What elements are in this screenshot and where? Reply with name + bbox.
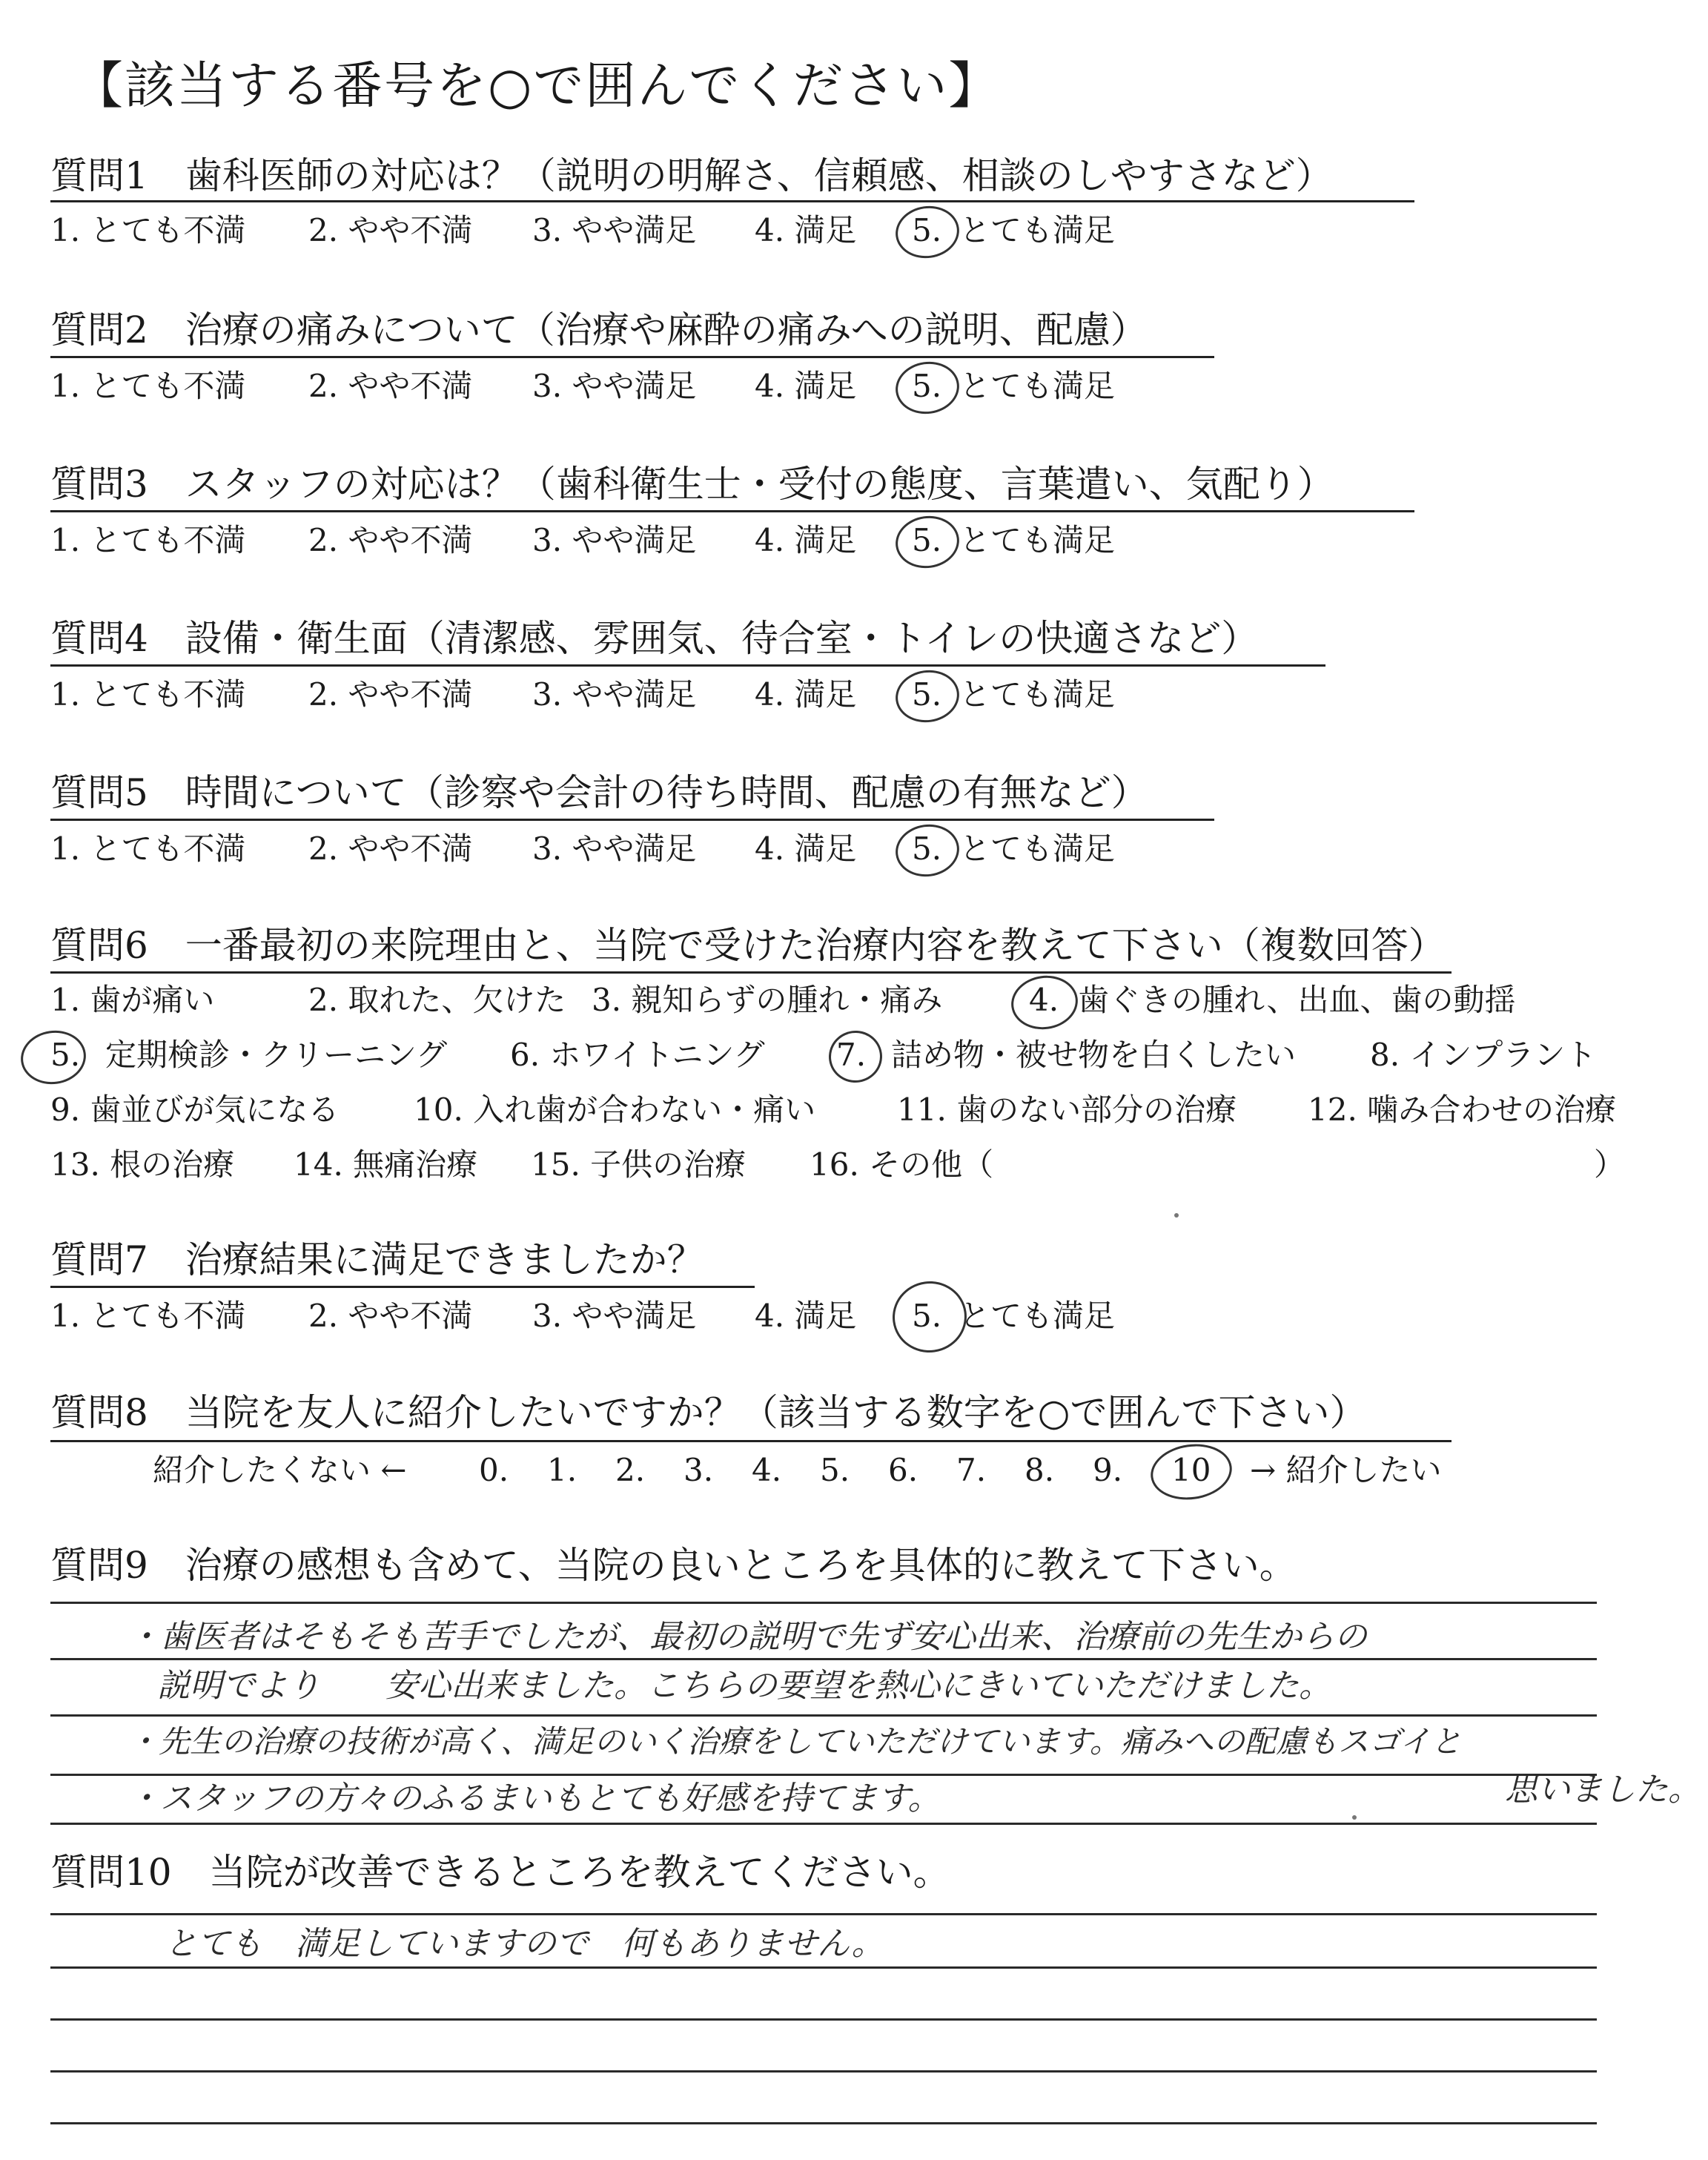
option-2[interactable]: 2. やや不満	[308, 830, 473, 867]
selection-circle	[17, 1026, 89, 1089]
option-5-selected[interactable]: 5.	[912, 212, 942, 248]
option-12[interactable]: 12. 噛み合わせの治療	[1308, 1091, 1617, 1128]
option-5-selected[interactable]: 5.	[912, 1298, 942, 1334]
scale-8[interactable]: 8.	[1025, 1452, 1055, 1488]
option-6[interactable]: 6. ホワイトニング	[510, 1037, 765, 1073]
question-8-underline	[50, 1440, 1452, 1442]
option-5-label: とても満足	[959, 368, 1116, 404]
option-1[interactable]: 1. とても不満	[50, 522, 246, 558]
answer-line	[50, 1602, 1597, 1604]
instruction-header: 【該当する番号を○で囲んでください】	[73, 57, 1001, 116]
selection-circle	[1147, 1439, 1235, 1505]
option-5-selected[interactable]: 5.	[912, 522, 942, 558]
selection-circle	[1007, 971, 1081, 1034]
selection-circle	[893, 666, 963, 726]
question-5-title: 質問5 時間について（診察や会計の待ち時間、配慮の有無など）	[50, 771, 1148, 814]
option-2[interactable]: 2. やや不満	[308, 368, 473, 404]
option-5-selected[interactable]: 5.	[912, 830, 942, 867]
scale-10-selected[interactable]: 10	[1171, 1452, 1211, 1488]
question-4-underline	[50, 664, 1325, 667]
selection-circle	[893, 512, 963, 572]
option-13[interactable]: 13. 根の治療	[50, 1146, 235, 1183]
question-10-title: 質問10 当院が改善できるところを教えてください。	[50, 1851, 950, 1894]
handwritten-answer: とても 満足していますので 何もありません。	[165, 1925, 884, 1963]
scale-4[interactable]: 4.	[752, 1452, 782, 1488]
option-1[interactable]: 1. とても不満	[50, 676, 246, 713]
question-1-title: 質問1 歯科医師の対応は？（説明の明解さ、信頼感、相談のしやすさなど）	[50, 154, 1333, 197]
option-2[interactable]: 2. やや不満	[308, 212, 473, 248]
option-5-label: とても満足	[959, 676, 1116, 713]
option-2[interactable]: 2. やや不満	[308, 522, 473, 558]
handwritten-answer-line-5: 思いました。	[1505, 1771, 1701, 1809]
scale-2[interactable]: 2.	[615, 1452, 646, 1488]
answer-line	[50, 1658, 1597, 1660]
answer-line	[50, 2018, 1597, 2021]
option-8[interactable]: 8. インプラント	[1370, 1037, 1597, 1073]
option-5-label: とても満足	[959, 212, 1116, 248]
option-16[interactable]: 16. その他（	[810, 1146, 994, 1183]
scale-6[interactable]: 6.	[888, 1452, 918, 1488]
option-15[interactable]: 15. 子供の治療	[531, 1146, 747, 1183]
option-4-selected[interactable]: 4.	[1029, 982, 1059, 1018]
scale-7[interactable]: 7.	[956, 1452, 987, 1488]
option-4[interactable]: 4. 満足	[755, 522, 857, 558]
option-1[interactable]: 1. 歯が痛い	[50, 982, 215, 1018]
option-1[interactable]: 1. とても不満	[50, 1298, 246, 1334]
option-3[interactable]: 3. やや満足	[532, 1298, 697, 1334]
question-6-underline	[50, 971, 1452, 974]
answer-line	[50, 1823, 1597, 1825]
option-16-close: ）	[1594, 1146, 1626, 1183]
option-11[interactable]: 11. 歯のない部分の治療	[897, 1091, 1237, 1128]
question-7-title: 質問7 治療結果に満足できましたか？	[50, 1238, 704, 1281]
option-4[interactable]: 4. 満足	[755, 830, 857, 867]
handwritten-answer-line-2: 説明でより 安心出来ました。こちらの要望を熱心にきいていただけました。	[157, 1667, 1331, 1705]
option-5-label: とても満足	[959, 830, 1116, 867]
selection-circle	[888, 1277, 971, 1358]
answer-line	[50, 1966, 1597, 1969]
option-14[interactable]: 14. 無痛治療	[294, 1146, 478, 1183]
scale-0[interactable]: 0.	[479, 1452, 509, 1488]
selection-circle	[893, 202, 963, 262]
selection-circle	[893, 357, 963, 417]
option-3[interactable]: 3. やや満足	[532, 522, 697, 558]
answer-line	[50, 1913, 1597, 1915]
question-5-underline	[50, 819, 1214, 821]
option-5-label: とても満足	[959, 1298, 1116, 1334]
question-7-underline	[50, 1286, 755, 1288]
option-4[interactable]: 4. 満足	[755, 1298, 857, 1334]
option-3[interactable]: 3. やや満足	[532, 212, 697, 248]
option-7-label: 詰め物・被せ物を白くしたい	[891, 1037, 1297, 1073]
option-3[interactable]: 3. 親知らずの腫れ・痛み	[592, 982, 943, 1018]
question-4-title: 質問4 設備・衛生面（清潔感、雰囲気、待合室・トイレの快適さなど）	[50, 617, 1259, 660]
stray-mark	[1174, 1213, 1179, 1218]
question-2-title: 質問2 治療の痛みについて（治療や麻酔の痛みへの説明、配慮）	[50, 308, 1148, 351]
scale-5[interactable]: 5.	[820, 1452, 850, 1488]
selection-circle	[825, 1027, 885, 1086]
handwritten-answer-line-1: ・歯医者はそもそも苦手でしたが、最初の説明で先ず安心出来、治療前の先生からの	[128, 1618, 1367, 1656]
option-4[interactable]: 4. 満足	[755, 676, 857, 713]
option-5-selected[interactable]: 5.	[912, 676, 942, 713]
stray-mark	[1352, 1815, 1357, 1820]
option-5-label: 定期検診・クリーニング	[105, 1037, 448, 1073]
option-4-label: 歯ぐきの腫れ、出血、歯の動揺	[1078, 982, 1516, 1018]
option-5-selected[interactable]: 5.	[912, 368, 942, 404]
option-1[interactable]: 1. とても不満	[50, 830, 246, 867]
option-1[interactable]: 1. とても不満	[50, 212, 246, 248]
option-3[interactable]: 3. やや満足	[532, 368, 697, 404]
option-3[interactable]: 3. やや満足	[532, 830, 697, 867]
scale-1[interactable]: 1.	[547, 1452, 577, 1488]
handwritten-answer-line-4: ・スタッフの方々のふるまいもとても好感を持てます。	[128, 1780, 941, 1817]
selection-circle	[893, 820, 963, 880]
answer-line	[50, 1714, 1597, 1717]
option-1[interactable]: 1. とても不満	[50, 368, 246, 404]
option-4[interactable]: 4. 満足	[755, 368, 857, 404]
option-3[interactable]: 3. やや満足	[532, 676, 697, 713]
answer-line	[50, 2122, 1597, 2124]
option-5-label: とても満足	[959, 522, 1116, 558]
answer-line	[50, 2070, 1597, 2073]
handwritten-answer-line-3: ・先生の治療の技術が高く、満足のいく治療をしていただけています。痛みへの配慮もスゴイと	[128, 1723, 1462, 1760]
question-2-underline	[50, 356, 1214, 358]
option-10[interactable]: 10. 入れ歯が合わない・痛い	[414, 1091, 816, 1128]
option-2[interactable]: 2. 取れた、欠けた	[308, 982, 566, 1018]
option-7-selected[interactable]: 7.	[836, 1037, 867, 1073]
option-5-selected[interactable]: 5.	[50, 1037, 81, 1073]
question-3-title: 質問3 スタッフの対応は？（歯科衛生士・受付の態度、言葉遣い、気配り）	[50, 463, 1334, 506]
option-2[interactable]: 2. やや不満	[308, 676, 473, 713]
question-8-title: 質問8 当院を友人に紹介したいですか？（該当する数字を○で囲んで下さい）	[50, 1391, 1367, 1434]
option-2[interactable]: 2. やや不満	[308, 1298, 473, 1334]
question-1-underline	[50, 200, 1414, 202]
option-9[interactable]: 9. 歯並びが気になる	[50, 1091, 340, 1128]
option-4[interactable]: 4. 満足	[755, 212, 857, 248]
scale-3[interactable]: 3.	[683, 1452, 714, 1488]
question-9-title: 質問9 治療の感想も含めて、当院の良いところを具体的に教えて下さい。	[50, 1544, 1297, 1587]
scale-right-label: → 紹介したい	[1250, 1452, 1442, 1488]
question-3-underline	[50, 510, 1414, 512]
question-6-title: 質問6 一番最初の来院理由と、当院で受けた治療内容を教えて下さい（複数回答）	[50, 924, 1446, 967]
scale-left-label: 紹介したくない ←	[153, 1452, 407, 1488]
scale-9[interactable]: 9.	[1093, 1452, 1123, 1488]
answer-line	[50, 1774, 1597, 1776]
